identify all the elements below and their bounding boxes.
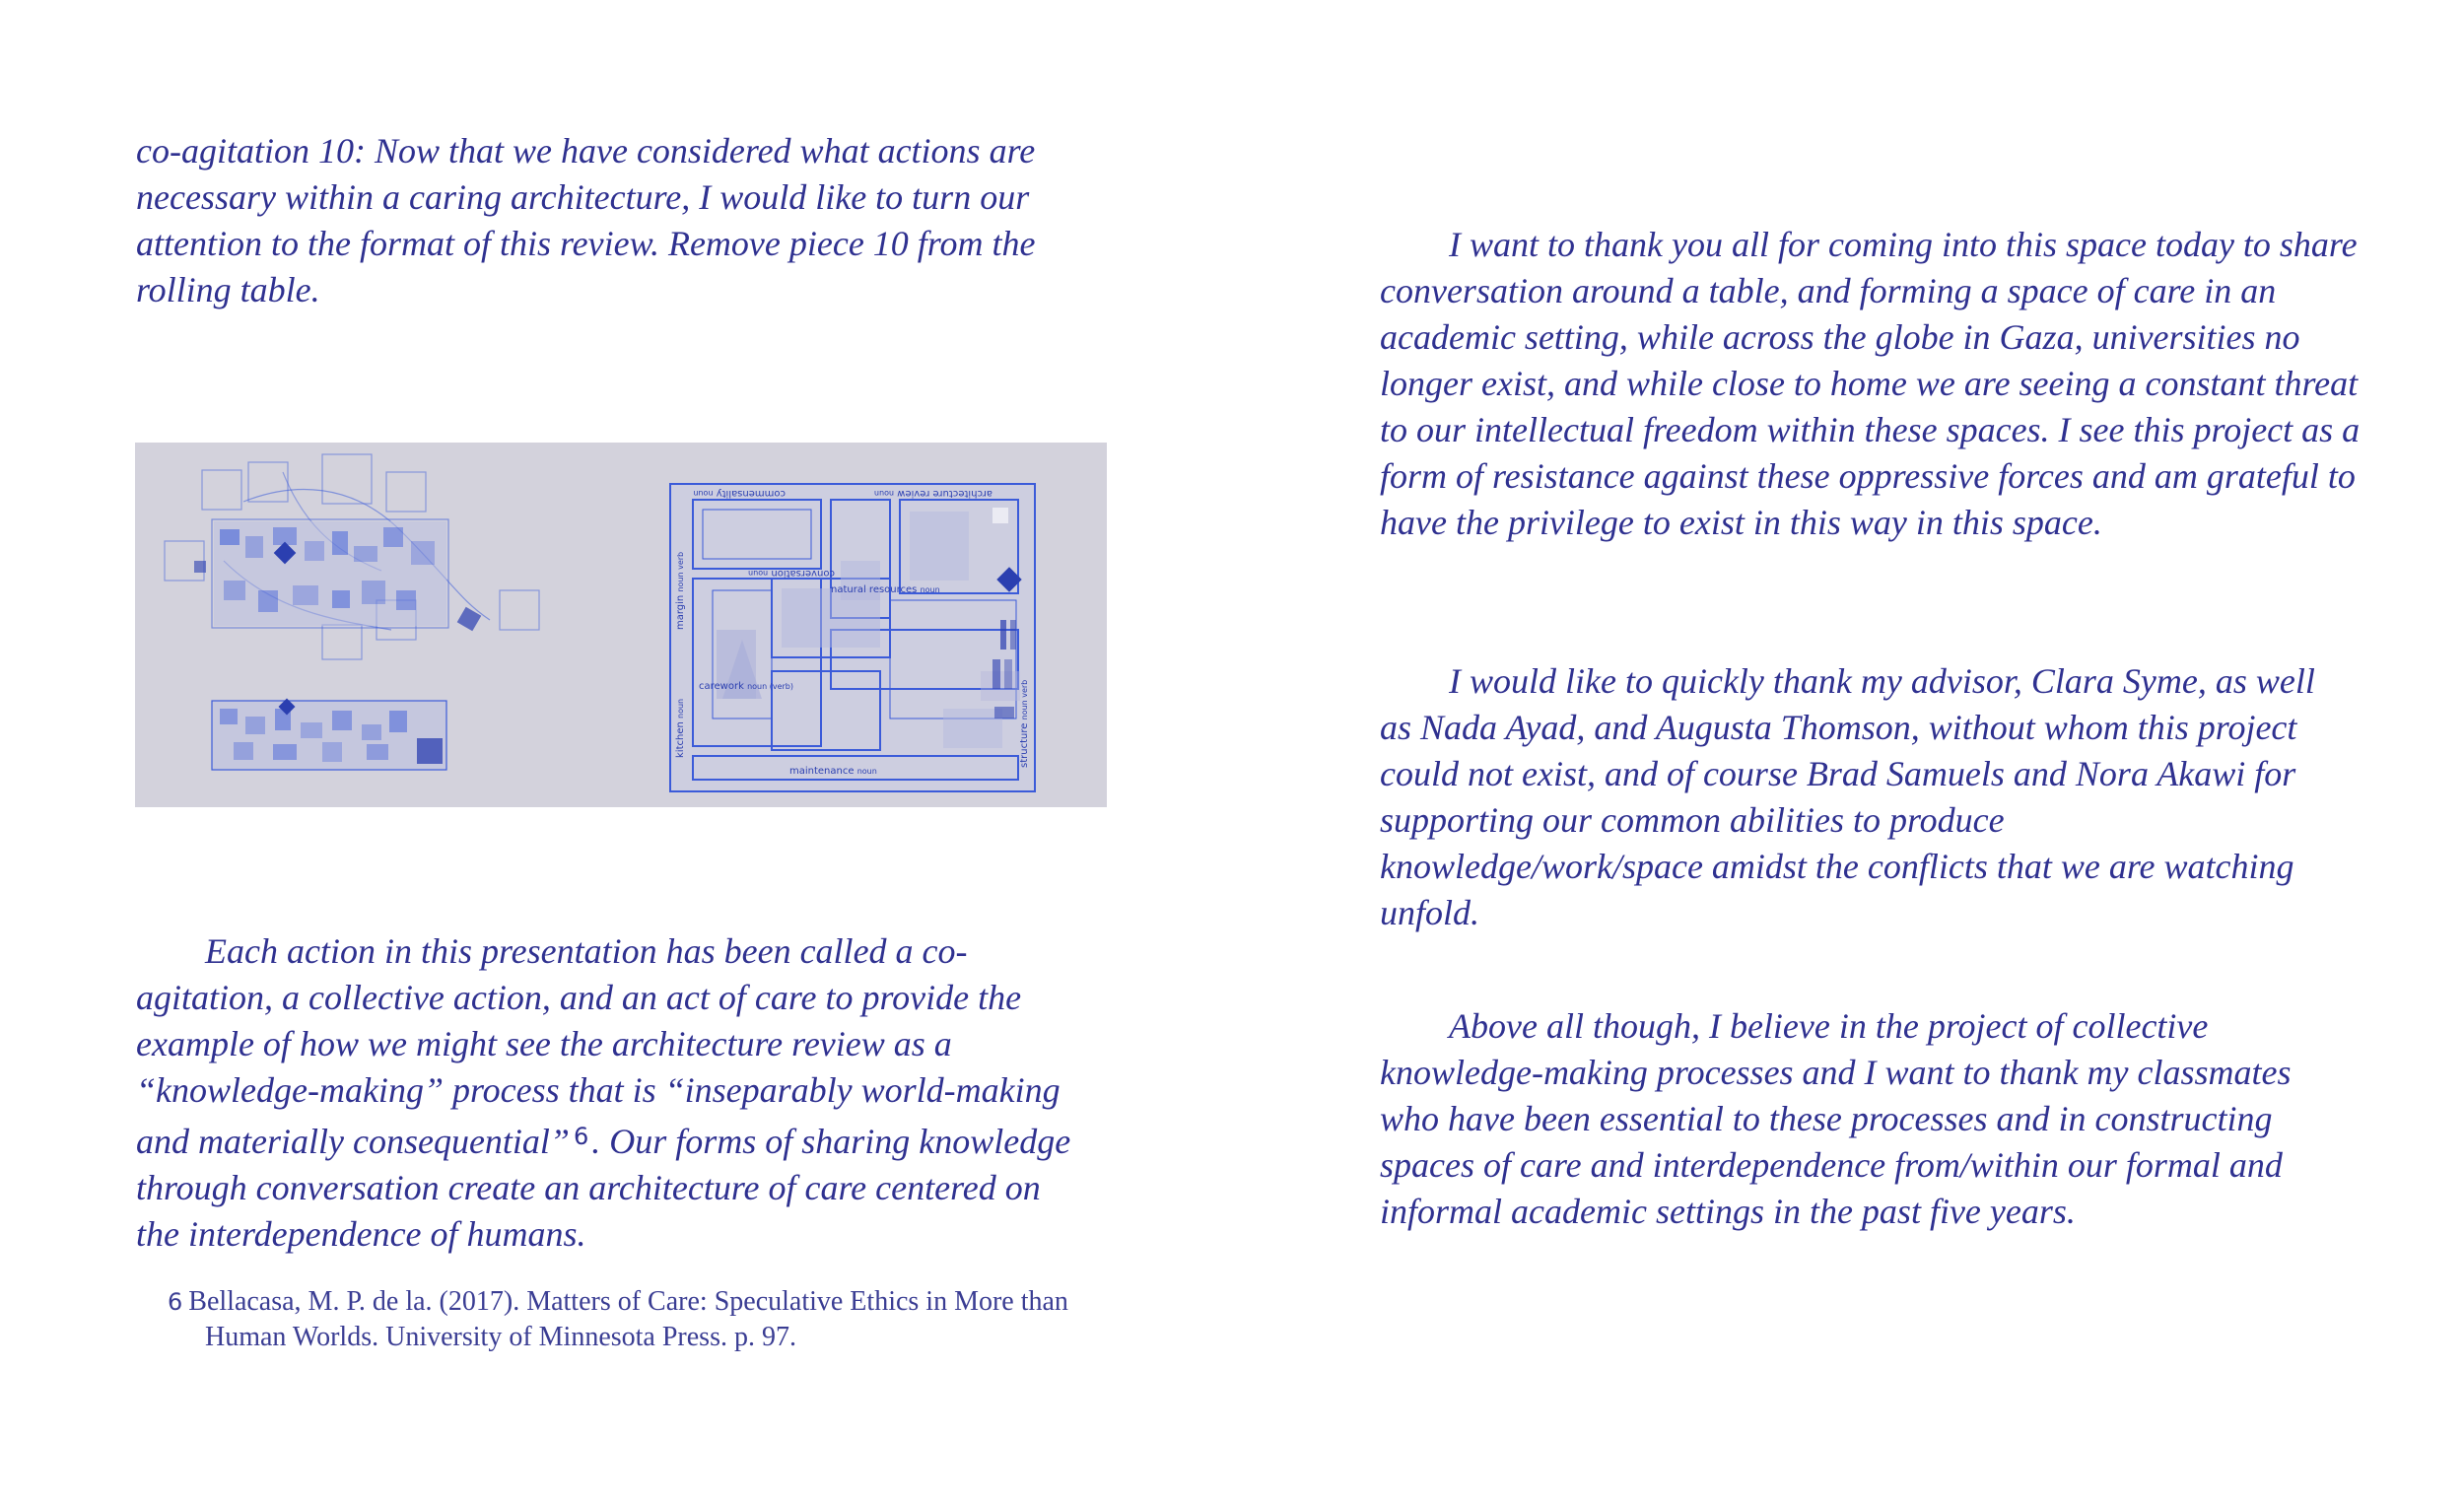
footnote-reference[interactable]: 6 [573,1123,589,1150]
body-paragraph [136,928,1082,1258]
body-text-part1: Each action in this presentation has been called a co-agitation, a collective action, and an act of care to provide the example of how we might see the architecture review as a “knowledge-making” process that is “inseparably world-making and materially consequential” [136,931,1061,1161]
label-natural-resources: natural resources noun [831,584,940,595]
thanks-paragraph-1: I want to thank you all for coming into this space today to share conversation around a table, and forming a space of care in an academic setting, while across the globe in Gaza, universities no longer exist, and while close to home we are seeing a constant threat to our intellectual freedom within these spaces. I see this project as a form of resistance against these oppressive forces and am grateful to have the privilege to exist in this way in this space. [1380,225,2361,542]
label-kitchen: kitchen noun [675,698,686,758]
footnote-number: 6 [168,1288,183,1316]
drawing-svg [135,443,1107,807]
label-structure: structure noun verb [1019,679,1030,768]
label-margin: margin noun verb [675,551,686,630]
footnote [168,1284,1131,1355]
thanks-paragraph-2: I would like to quickly thank my advisor, Clara Syme, as well as Nada Ayad, and Augusta Thomson, without whom this project could not exist, and of course Brad Samuels and Nora Akawi for supporting our common abilities to produce knowledge/work/space amidst the conflicts that we are watching unfold. [1380,661,2315,932]
plan-top-fill [194,521,481,631]
architectural-drawing [135,443,1107,807]
label-commensality: commensality noun [693,488,786,499]
label-architecture-review: architecture review noun [873,488,992,499]
plan-bottom [212,699,446,770]
label-maintenance: maintenance noun [789,766,877,777]
body-text-part2: . Our forms of sharing knowledge through conversation create an architecture of care centered on the interdependence of humans. [136,1122,1071,1254]
footnote-text: Bellacasa, M. P. de la. (2017). Matters of Care: Speculative Ethics in More than Human Worlds. University of Minnesota Press. p. 97. [188,1286,1068,1352]
intro-paragraph: co-agitation 10: Now that we have considered what actions are necessary within a caring architecture, I would like to turn our attention to the format of this review. Remove piece 10 from the rolling table. [136,131,1036,309]
label-conversation: conversation noun [748,568,835,579]
label-carework: carework noun (verb) [699,681,793,692]
thanks-paragraph-3: Above all though, I believe in the project of collective knowledge-making processes and I want to thank my classmates who have been essential to these processes and in constructing spaces of care and interdependence from/within our formal and informal academic settings in the past five years. [1380,1006,2292,1231]
